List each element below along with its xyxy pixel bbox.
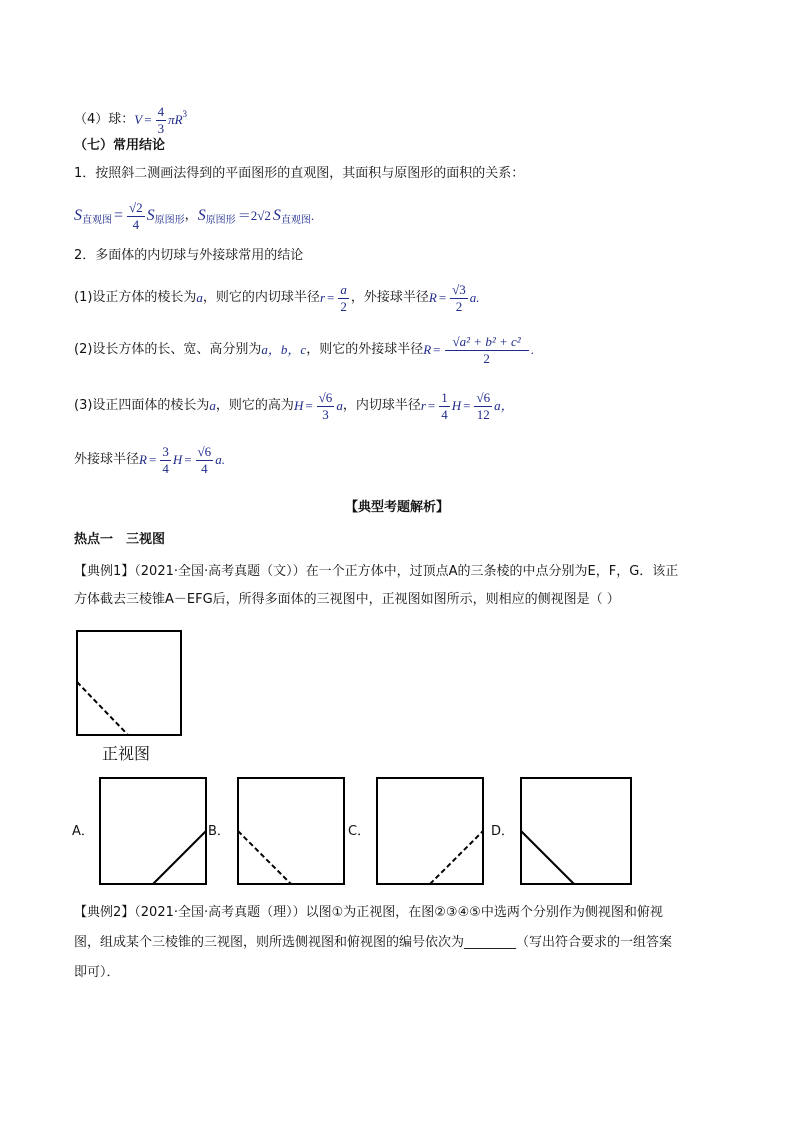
option-b-figure[interactable] (237, 777, 347, 887)
sphere-frac-den: 3 (157, 120, 165, 136)
p1-fraction (338, 282, 349, 315)
p1-frac-den: 2 (340, 298, 347, 314)
p1-eq: = (327, 290, 335, 305)
p1-var: a (196, 290, 203, 305)
item1-sep: ， (184, 208, 198, 223)
p1-frac2-num: √3 (452, 281, 466, 297)
item1-frac-num: √2 (129, 199, 143, 215)
option-c-figure[interactable] (376, 777, 486, 887)
p2-frac-den: 2 (483, 350, 490, 366)
p3-eq2: = (427, 398, 436, 413)
p3-frac2-num: 1 (441, 389, 448, 405)
item1-end: . (310, 208, 315, 223)
option-a-square (100, 778, 206, 884)
item1-fraction (127, 200, 145, 233)
item1-eq2: ＝2√2 (237, 208, 271, 223)
sphere-volume-symbol: V (134, 112, 143, 127)
p3-frac-den: 3 (322, 406, 329, 422)
p1-frac2-den: 2 (455, 298, 463, 314)
p4-H: H (172, 452, 183, 467)
item1-s3-sub: 原图形 (205, 215, 236, 226)
front-view-label: 正视图 (102, 744, 151, 763)
sphere-prefix: （4）球： (74, 112, 135, 127)
example2-line3: 即可）． (74, 965, 120, 980)
p1-text-c: ，外接球半径 (350, 290, 429, 305)
sphere-fraction (156, 104, 167, 137)
sphere-eq: = (144, 112, 152, 127)
p3-fraction3 (474, 390, 492, 423)
p2-R: R (423, 342, 432, 357)
p4-R: R (139, 452, 147, 467)
option-d-label[interactable]: D． (491, 824, 515, 839)
option-c-label[interactable]: C． (348, 824, 371, 839)
option-c-dashed-edge (430, 831, 483, 884)
p2-text-b: ，则它的外接球半径 (306, 342, 424, 357)
p2-end: . (530, 342, 534, 357)
option-d-figure[interactable] (520, 777, 636, 887)
example1-line1: 【典例1】（2021·全国·高考真题（文））在一个正方体中，过顶点A的三条棱的中点分别为E，F，G．该正 (74, 564, 679, 579)
p3-end: a， (494, 398, 514, 413)
item1-s1-sub: 直观图 (82, 215, 112, 226)
front-view-dashed-edge (77, 682, 128, 735)
p3-text-a: (3)设正四面体的棱长为 (74, 398, 210, 413)
option-d-solid-edge (521, 831, 574, 884)
p4-fraction2 (196, 444, 214, 477)
item1-s2: S (146, 207, 155, 224)
p4-fraction (160, 444, 171, 477)
analysis-heading: 【典型考题解析】 (344, 500, 449, 515)
p3-frac-num: √6 (318, 389, 333, 405)
p3-eq: = (305, 398, 313, 413)
front-view-figure (76, 630, 186, 740)
sphere-frac-num: 4 (157, 103, 165, 119)
option-a-label[interactable]: A． (72, 824, 94, 839)
p1-text-a: (1)设正方体的棱长为 (74, 290, 197, 305)
p3-frac2-den: 4 (441, 406, 448, 422)
sphere-formula-line (74, 100, 187, 140)
p1-eq2: = (438, 290, 447, 305)
p3-H: H (293, 398, 304, 413)
p4-eq: = (148, 452, 157, 467)
item1-s4: S (272, 207, 281, 224)
p3-H2: H (451, 398, 462, 413)
p3-var: a (209, 398, 216, 413)
p2-eq: = (433, 342, 441, 357)
item2-p2 (74, 330, 534, 370)
item1-s1: S (74, 207, 82, 224)
p4-frac-num: 3 (162, 443, 169, 459)
item2-p3 (74, 386, 514, 426)
p4-frac2-num: √6 (197, 443, 212, 459)
option-b-dashed-edge (238, 831, 291, 884)
example2-line1: 【典例2】（2021·全国·高考真题（理））以图①为正视图，在图②③④⑤中选两个分别作为侧视图和俯视 (74, 905, 663, 920)
p4-frac-den: 4 (162, 460, 169, 476)
section-seven-title: （七）常用结论 (74, 138, 166, 153)
option-a-solid-edge (153, 831, 206, 884)
p3-fraction2 (439, 390, 450, 423)
option-b-label[interactable]: B． (208, 824, 230, 839)
item1-s4-sub: 直观图 (280, 215, 311, 226)
p1-fraction2 (450, 282, 468, 315)
p4-eq2: = (184, 452, 192, 467)
p3-text-c: ，内切球半径 (342, 398, 421, 413)
sphere-pi-r: πR (168, 112, 183, 127)
item1-frac-den: 4 (132, 216, 140, 232)
p4-end: a. (215, 452, 225, 467)
p3-frac3-den: 12 (476, 406, 490, 422)
option-d-square (521, 778, 631, 884)
item1-formula (74, 196, 314, 236)
sphere-exponent: 3 (182, 109, 188, 119)
p1-frac-num: a (340, 281, 347, 297)
item1-s2-sub: 原图形 (154, 215, 185, 226)
p3-eq3: = (463, 398, 471, 413)
example1-line2: 方体截去三棱锥A－EFG后，所得多面体的三视图中，正视图如图所示，则相应的侧视图是（ ） (74, 592, 620, 607)
item2-text: 2．多面体的内切球与外接球常用的结论 (74, 248, 304, 263)
p2-text-a: (2)设长方体的长、宽、高分别为 (74, 342, 262, 357)
front-view-square (77, 631, 181, 735)
p3-a2: a (336, 398, 343, 413)
example2-line2: 图，组成某个三棱锥的三视图，则所选侧视图和俯视图的编号依次为________（写出符合要求的一组答案 (74, 935, 673, 950)
p2-frac-num: √a² + b² + c² (445, 334, 529, 351)
option-c-square (377, 778, 483, 884)
p3-r: r (420, 398, 426, 413)
item1-eq: = (114, 207, 124, 224)
item1-s3: S (197, 207, 206, 224)
hotspot1-title: 热点一 三视图 (74, 532, 166, 547)
option-b-square (238, 778, 344, 884)
p4-text-a: 外接球半径 (74, 452, 140, 467)
p3-text-b: ，则它的高为 (215, 398, 294, 413)
p4-frac2-den: 4 (201, 460, 208, 476)
p2-fraction (445, 334, 529, 367)
p2-vars: a，b，c (261, 342, 307, 357)
p1-end: a. (469, 290, 480, 305)
item1-text: 1．按照斜二测画法得到的平面图形的直观图，其面积与原图形的面积的关系： (74, 166, 525, 181)
option-a-figure[interactable] (99, 777, 209, 887)
item2-p1 (74, 278, 480, 318)
p1-text-b: ，则它的内切球半径 (202, 290, 320, 305)
p1-r: r (319, 290, 325, 305)
p1-R: R (428, 290, 437, 305)
p3-fraction (317, 390, 335, 423)
item2-p4 (74, 440, 225, 480)
p3-frac3-num: √6 (476, 389, 491, 405)
